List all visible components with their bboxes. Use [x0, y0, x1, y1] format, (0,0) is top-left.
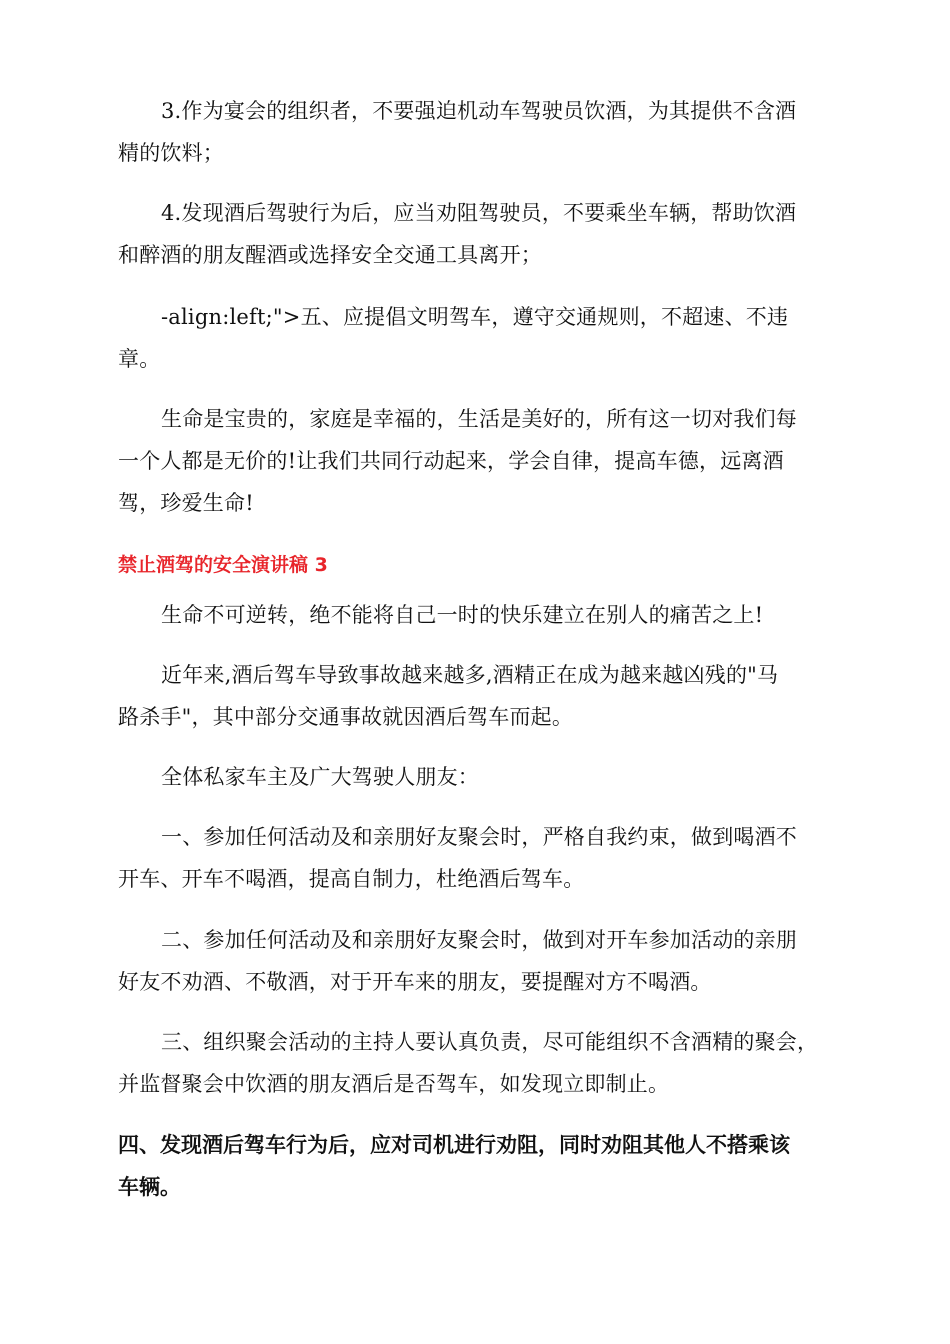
paragraph-salutation	[118, 756, 833, 798]
text-line: 生命是宝贵的，家庭是幸福的，生活是美好的，所有这一切对我们每	[161, 407, 797, 431]
paragraph-recent-years	[118, 654, 833, 738]
text-line: 路杀手"，其中部分交通事故就因酒后驾车而起。	[118, 705, 574, 729]
paragraph-cherish-life	[118, 398, 833, 524]
text-line: 一、参加任何活动及和亲朋好友聚会时，严格自我约束，做到喝酒不	[161, 825, 797, 849]
paragraph-item-one	[118, 816, 833, 900]
text-line: 和醉酒的朋友醒酒或选择安全交通工具离开；	[118, 243, 542, 267]
text-line: 全体私家车主及广大驾驶人朋友：	[161, 765, 479, 789]
paragraph-life-irreversible	[118, 594, 833, 636]
text-line: -align:left;">五、应提倡文明驾车，遵守交通规则，不超速、不违	[161, 305, 789, 329]
paragraph-item-three	[118, 1021, 833, 1105]
text-line: 四、发现酒后驾车行为后，应对司机进行劝阻，同时劝阻其他人不搭乘该	[118, 1133, 790, 1157]
paragraph-civilized-driving	[118, 296, 833, 380]
text-line: 3.作为宴会的组织者，不要强迫机动车驾驶员饮酒，为其提供不含酒	[161, 99, 797, 123]
text-line: 三、组织聚会活动的主持人要认真负责，尽可能组织不含酒精的聚会，	[161, 1030, 819, 1054]
text-line: 一个人都是无价的!让我们共同行动起来，学会自律，提高车德，远离酒	[118, 449, 784, 473]
text-line: 4.发现酒后驾驶行为后，应当劝阻驾驶员，不要乘坐车辆，帮助饮酒	[161, 201, 797, 225]
text-line: 并监督聚会中饮酒的朋友酒后是否驾车，如发现立即制止。	[118, 1072, 670, 1096]
text-line: 章。	[118, 347, 161, 371]
text-line: 驾，珍爱生命!	[118, 491, 254, 515]
paragraph-banquet-organizer	[118, 90, 833, 174]
paragraph-item-four-bold	[118, 1124, 838, 1208]
text-line: 好友不劝酒、不敬酒，对于开车来的朋友，要提醒对方不喝酒。	[118, 970, 712, 994]
paragraph-discourage-drunk-driving	[118, 192, 833, 276]
section-heading: 禁止酒驾的安全演讲稿 3	[118, 554, 328, 576]
text-line: 精的饮料；	[118, 141, 224, 165]
text-line: 开车、开车不喝酒，提高自制力，杜绝酒后驾车。	[118, 867, 585, 891]
paragraph-item-two	[118, 919, 833, 1003]
text-line: 生命不可逆转，绝不能将自己一时的快乐建立在别人的痛苦之上!	[161, 603, 764, 627]
text-line: 近年来,酒后驾车导致事故越来越多,酒精正在成为越来越凶残的"马	[161, 663, 779, 687]
text-line: 车辆。	[118, 1175, 181, 1199]
text-line: 二、参加任何活动及和亲朋好友聚会时，做到对开车参加活动的亲朋	[161, 928, 797, 952]
